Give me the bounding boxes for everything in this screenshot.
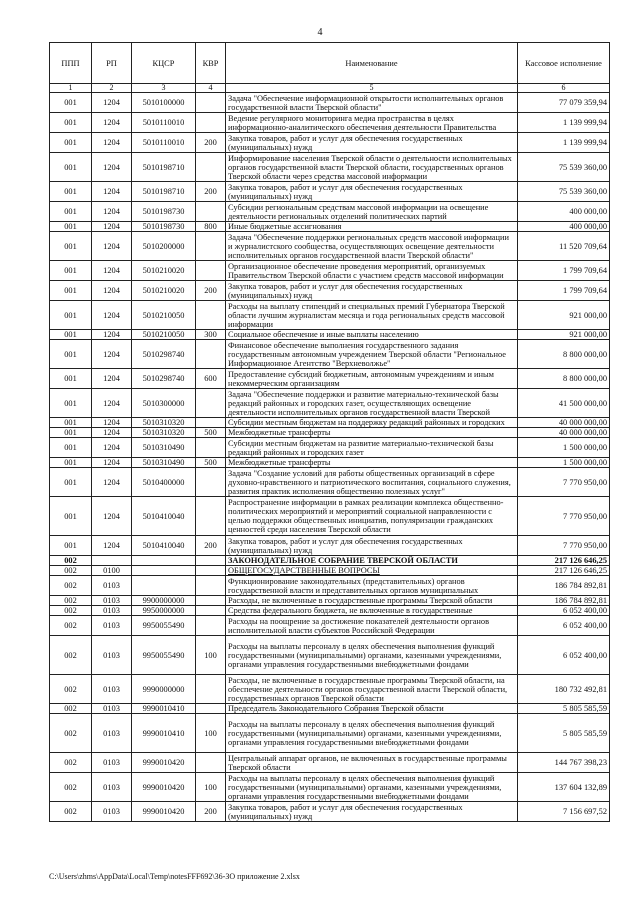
ppp-cell: 001 [50, 389, 92, 418]
name-cell: Расходы, не включенные в государственные программы Тверской области, на обеспечение деятельности органов государственной власти Тверской области, государственных органов Тверской области [226, 675, 518, 704]
kcsr-cell: 5010200000 [132, 232, 196, 261]
execution-cell: 41 500 000,00 [518, 389, 610, 418]
rp-cell: 1204 [92, 468, 132, 497]
ppp-cell: 001 [50, 182, 92, 202]
table-row [50, 773, 610, 802]
ppp-cell: 002 [50, 714, 92, 753]
execution-cell: 186 784 892,81 [518, 596, 610, 606]
kcsr-cell: 5010100000 [132, 93, 196, 113]
name-cell: ОБЩЕГОСУДАРСТВЕННЫЕ ВОПРОСЫ [226, 566, 518, 576]
name-cell: Информирование населения Тверской области о деятельности исполнительных органов государственной власти Тверской области, государственных органов Тверской области через средства массовой информации [226, 153, 518, 182]
index-cell: 2 [92, 84, 132, 93]
kcsr-cell: 5010300000 [132, 389, 196, 418]
ppp-cell: 002 [50, 704, 92, 714]
header-row [50, 43, 610, 84]
ppp-cell: 001 [50, 330, 92, 340]
kvr-cell [196, 753, 226, 773]
ppp-cell: 002 [50, 616, 92, 636]
execution-cell: 144 767 398,23 [518, 753, 610, 773]
name-cell: Центральный аппарат органов, не включенных в государственные программы Тверской области [226, 753, 518, 773]
kcsr-cell [132, 576, 196, 596]
kvr-cell [196, 606, 226, 616]
rp-cell: 1204 [92, 93, 132, 113]
name-cell: Расходы на выплату стипендий и специальных премий Губернатора Тверской области лучшим журналистам месяца и года региональных средств массовой информации [226, 301, 518, 330]
rp-cell: 1204 [92, 536, 132, 556]
kvr-cell [196, 389, 226, 418]
rp-cell: 1204 [92, 497, 132, 536]
rp-cell: 1204 [92, 330, 132, 340]
kcsr-cell: 5010210020 [132, 281, 196, 301]
rp-cell: 1204 [92, 458, 132, 468]
rp-cell: 0103 [92, 675, 132, 704]
kcsr-cell [132, 566, 196, 576]
kvr-cell: 200 [196, 133, 226, 153]
execution-cell: 6 052 400,00 [518, 606, 610, 616]
ppp-cell: 001 [50, 497, 92, 536]
kcsr-cell: 9990010410 [132, 714, 196, 753]
name-cell: Межбюджетные трансферты [226, 458, 518, 468]
kvr-cell [196, 704, 226, 714]
kcsr-cell: 5010210050 [132, 301, 196, 330]
table-row [50, 330, 610, 340]
ppp-cell: 002 [50, 773, 92, 802]
kvr-cell [196, 576, 226, 596]
execution-cell: 6 052 400,00 [518, 616, 610, 636]
execution-cell: 75 539 360,00 [518, 153, 610, 182]
rp-cell: 0103 [92, 704, 132, 714]
page-number: 4 [317, 27, 323, 38]
name-cell: Расходы на выплаты персоналу в целях обеспечения выполнения функций государственными (муниципальными) органами, казенными учреждениями, органами управления государственными внебюджетными фондами [226, 714, 518, 753]
name-cell: Закупка товаров, работ и услуг для обеспечения государственных (муниципальных) нужд [226, 802, 518, 822]
rp-cell: 0103 [92, 606, 132, 616]
kcsr-cell: 5010210020 [132, 261, 196, 281]
rp-cell: 1204 [92, 261, 132, 281]
table-body [50, 93, 610, 822]
kvr-cell [196, 301, 226, 330]
rp-cell: 0103 [92, 576, 132, 596]
header-ppp: ППП [50, 43, 92, 84]
ppp-cell: 002 [50, 675, 92, 704]
name-cell: Закупка товаров, работ и услуг для обеспечения государственных (муниципальных) нужд [226, 133, 518, 153]
ppp-cell: 001 [50, 468, 92, 497]
kvr-cell [196, 153, 226, 182]
table-row [50, 281, 610, 301]
ppp-cell: 001 [50, 458, 92, 468]
execution-cell: 5 805 585,59 [518, 714, 610, 753]
kvr-cell [196, 93, 226, 113]
kcsr-cell: 9950055490 [132, 636, 196, 675]
ppp-cell: 002 [50, 556, 92, 566]
index-cell: 1 [50, 84, 92, 93]
kcsr-cell: 9950055490 [132, 616, 196, 636]
execution-cell: 6 052 400,00 [518, 636, 610, 675]
file-path-footer: C:\Users\zhms\AppData\Local\Temp\notesFFF692\36-ЗО приложение 2.xlsx [49, 872, 300, 881]
rp-cell: 0103 [92, 636, 132, 675]
table-row [50, 802, 610, 822]
ppp-cell: 002 [50, 576, 92, 596]
table-row [50, 497, 610, 536]
execution-cell: 1 500 000,00 [518, 458, 610, 468]
name-cell: Расходы на выплаты персоналу в целях обеспечения выполнения функций государственными (муниципальными) органами, казенными учреждениями, органами управления государственными внебюджетными фондами [226, 773, 518, 802]
kvr-cell [196, 596, 226, 606]
table-row [50, 428, 610, 438]
table-row [50, 606, 610, 616]
name-cell: Субсидии местным бюджетам на поддержку редакций районных и городских [226, 418, 518, 428]
ppp-cell: 001 [50, 369, 92, 389]
name-cell: ЗАКОНОДАТЕЛЬНОЕ СОБРАНИЕ ТВЕРСКОЙ ОБЛАСТИ [226, 556, 518, 566]
execution-cell: 7 156 697,52 [518, 802, 610, 822]
table-row [50, 182, 610, 202]
index-cell: 6 [518, 84, 610, 93]
execution-cell: 186 784 892,81 [518, 576, 610, 596]
ppp-cell: 002 [50, 802, 92, 822]
table-row [50, 261, 610, 281]
kvr-cell [196, 616, 226, 636]
rp-cell: 0103 [92, 773, 132, 802]
table-row [50, 616, 610, 636]
kcsr-cell: 5010198710 [132, 153, 196, 182]
kcsr-cell: 9990010420 [132, 773, 196, 802]
table-row [50, 369, 610, 389]
rp-cell: 1204 [92, 281, 132, 301]
table-row [50, 438, 610, 458]
kcsr-cell: 5010198730 [132, 222, 196, 232]
rp-cell: 1204 [92, 113, 132, 133]
kcsr-cell: 9990000000 [132, 675, 196, 704]
execution-cell: 921 000,00 [518, 330, 610, 340]
ppp-cell: 001 [50, 340, 92, 369]
kcsr-cell: 5010110010 [132, 113, 196, 133]
execution-cell: 400 000,00 [518, 202, 610, 222]
header-kvr: КВР [196, 43, 226, 84]
name-cell: Ведение регулярного мониторинга медиа пространства в целях информационно-аналитического обеспечения деятельности Правительства [226, 113, 518, 133]
name-cell: Иные бюджетные ассигнования [226, 222, 518, 232]
table-row [50, 202, 610, 222]
name-cell: Распространение информации в рамках реализации комплекса общественно-политических мероприятий и мероприятий социальной направленности с целью поддержки общественных инициатив, популяризации гражданских ценностей среди населения Тверской области [226, 497, 518, 536]
kvr-cell [196, 438, 226, 458]
execution-cell: 1 139 999,94 [518, 133, 610, 153]
header-kcsr: КЦСР [132, 43, 196, 84]
name-cell: Задача "Обеспечение поддержки и развитие материально-технической базы редакций районных и городских газет, осуществляющих освещение деятельности исполнительных органов государственной власти Тверской [226, 389, 518, 418]
index-cell: 5 [226, 84, 518, 93]
ppp-cell: 001 [50, 261, 92, 281]
table-row [50, 418, 610, 428]
name-cell: Финансовое обеспечение выполнения государственного задания государственным автономным учреждением Тверской области "Региональное Информационное Агентство "Верхневолжье" [226, 340, 518, 369]
kvr-cell: 100 [196, 714, 226, 753]
ppp-cell: 001 [50, 536, 92, 556]
rp-cell: 1204 [92, 202, 132, 222]
rp-cell: 1204 [92, 232, 132, 261]
name-cell: Расходы на выплаты персоналу в целях обеспечения выполнения функций государственными (муниципальными) органами, казенными учреждениями, органами управления государственными внебюджетными фондами [226, 636, 518, 675]
column-index-row [50, 84, 610, 93]
table-row [50, 153, 610, 182]
rp-cell: 0103 [92, 753, 132, 773]
kvr-cell [196, 468, 226, 497]
rp-cell: 0103 [92, 616, 132, 636]
rp-cell: 1204 [92, 438, 132, 458]
name-cell: Закупка товаров, работ и услуг для обеспечения государственных (муниципальных) нужд [226, 536, 518, 556]
execution-cell: 1 500 000,00 [518, 438, 610, 458]
rp-cell [92, 556, 132, 566]
name-cell: Закупка товаров, работ и услуг для обеспечения государственных (муниципальных) нужд [226, 182, 518, 202]
ppp-cell: 001 [50, 418, 92, 428]
execution-cell: 180 732 492,81 [518, 675, 610, 704]
ppp-cell: 001 [50, 428, 92, 438]
ppp-cell: 001 [50, 113, 92, 133]
ppp-cell: 001 [50, 232, 92, 261]
execution-cell: 1 799 709,64 [518, 261, 610, 281]
execution-cell: 217 126 646,25 [518, 566, 610, 576]
kcsr-cell: 5010310490 [132, 458, 196, 468]
execution-cell: 77 079 359,94 [518, 93, 610, 113]
name-cell: Задача "Обеспечение информационной открытости исполнительных органов государственной власти Тверской области" [226, 93, 518, 113]
kvr-cell [196, 202, 226, 222]
execution-cell: 1 799 709,64 [518, 281, 610, 301]
rp-cell: 0103 [92, 802, 132, 822]
kcsr-cell: 5010298740 [132, 369, 196, 389]
kcsr-cell: 5010198710 [132, 182, 196, 202]
execution-cell: 8 800 000,00 [518, 340, 610, 369]
execution-cell: 5 805 585,59 [518, 704, 610, 714]
name-cell: Задача "Создание условий для работы общественных организаций в сфере духовно-нравственного и патриотического воспитания, социального служения, развития практик исполнения общественно полезных услуг" [226, 468, 518, 497]
table-row [50, 389, 610, 418]
kvr-cell [196, 340, 226, 369]
table-row [50, 596, 610, 606]
table-row [50, 576, 610, 596]
ppp-cell: 001 [50, 133, 92, 153]
kvr-cell: 200 [196, 802, 226, 822]
execution-cell: 40 000 000,00 [518, 418, 610, 428]
table-row [50, 222, 610, 232]
kvr-cell [196, 261, 226, 281]
kcsr-cell: 5010198730 [132, 202, 196, 222]
kvr-cell: 600 [196, 369, 226, 389]
table-row [50, 536, 610, 556]
execution-cell: 7 770 950,00 [518, 468, 610, 497]
table-row [50, 301, 610, 330]
ppp-cell: 002 [50, 596, 92, 606]
table-row [50, 458, 610, 468]
ppp-cell: 001 [50, 222, 92, 232]
kvr-cell: 200 [196, 536, 226, 556]
kvr-cell [196, 418, 226, 428]
rp-cell: 0103 [92, 714, 132, 753]
rp-cell: 0100 [92, 566, 132, 576]
kvr-cell: 500 [196, 458, 226, 468]
name-cell: Субсидии местным бюджетам на развитие материально-технической базы редакций районных и городских газет [226, 438, 518, 458]
table-row [50, 753, 610, 773]
kvr-cell: 800 [196, 222, 226, 232]
kcsr-cell [132, 556, 196, 566]
kvr-cell [196, 566, 226, 576]
rp-cell: 1204 [92, 153, 132, 182]
ppp-cell: 001 [50, 281, 92, 301]
kcsr-cell: 5010310320 [132, 418, 196, 428]
kcsr-cell: 9950000000 [132, 606, 196, 616]
rp-cell: 1204 [92, 389, 132, 418]
ppp-cell: 002 [50, 636, 92, 675]
execution-cell: 217 126 646,25 [518, 556, 610, 566]
ppp-cell: 001 [50, 202, 92, 222]
rp-cell: 1204 [92, 133, 132, 153]
rp-cell: 1204 [92, 418, 132, 428]
rp-cell: 1204 [92, 428, 132, 438]
kcsr-cell: 5010298740 [132, 340, 196, 369]
kcsr-cell: 5010310320 [132, 428, 196, 438]
name-cell: Расходы, не включенные в государственные программы Тверской области [226, 596, 518, 606]
name-cell: Расходы на поощрение за достижение показателей деятельности органов исполнительной власти субъектов Российской Федерации [226, 616, 518, 636]
index-cell: 4 [196, 84, 226, 93]
header-name: Наименование [226, 43, 518, 84]
kcsr-cell: 5010210050 [132, 330, 196, 340]
table-row [50, 556, 610, 566]
name-cell: Организационное обеспечение проведения мероприятий, организуемых Правительством Тверской области с участием средств массовой информации [226, 261, 518, 281]
name-cell: Предоставление субсидий бюджетным, автономным учреждениям и иным некоммерческим организациям [226, 369, 518, 389]
kvr-cell: 500 [196, 428, 226, 438]
kvr-cell [196, 556, 226, 566]
rp-cell: 0103 [92, 596, 132, 606]
kvr-cell: 100 [196, 773, 226, 802]
kvr-cell: 300 [196, 330, 226, 340]
rp-cell: 1204 [92, 369, 132, 389]
name-cell: Социальное обеспечение и иные выплаты населению [226, 330, 518, 340]
table-row [50, 704, 610, 714]
kvr-cell [196, 232, 226, 261]
table-row [50, 468, 610, 497]
name-cell: Межбюджетные трансферты [226, 428, 518, 438]
name-cell: Задача "Обеспечение поддержки региональных средств массовой информации и журналистского сообщества, осуществляющих освещение деятельности исполнительных органов государственной власти Тверской области" [226, 232, 518, 261]
table-row [50, 133, 610, 153]
table-row [50, 675, 610, 704]
kcsr-cell: 9990010420 [132, 802, 196, 822]
execution-cell: 8 800 000,00 [518, 369, 610, 389]
name-cell: Закупка товаров, работ и услуг для обеспечения государственных (муниципальных) нужд [226, 281, 518, 301]
ppp-cell: 001 [50, 93, 92, 113]
execution-cell: 7 770 950,00 [518, 497, 610, 536]
name-cell: Субсидии региональным средствам массовой информации на освещение деятельности региональных отделений политических партий [226, 202, 518, 222]
table-row [50, 113, 610, 133]
execution-cell: 11 520 709,64 [518, 232, 610, 261]
kcsr-cell: 9900000000 [132, 596, 196, 606]
index-cell: 3 [132, 84, 196, 93]
ppp-cell: 001 [50, 153, 92, 182]
execution-cell: 137 604 132,89 [518, 773, 610, 802]
execution-cell: 40 000 000,00 [518, 428, 610, 438]
header-execution: Кассовое исполнение [518, 43, 610, 84]
kvr-cell: 200 [196, 182, 226, 202]
ppp-cell: 002 [50, 753, 92, 773]
execution-cell: 7 770 950,00 [518, 536, 610, 556]
rp-cell: 1204 [92, 222, 132, 232]
kcsr-cell: 5010400000 [132, 468, 196, 497]
header-rp: РП [92, 43, 132, 84]
kcsr-cell: 5010110010 [132, 133, 196, 153]
budget-execution-table [49, 42, 610, 822]
rp-cell: 1204 [92, 182, 132, 202]
execution-cell: 1 139 999,94 [518, 113, 610, 133]
kcsr-cell: 5010410040 [132, 497, 196, 536]
kcsr-cell: 5010410040 [132, 536, 196, 556]
kvr-cell [196, 497, 226, 536]
table-row [50, 566, 610, 576]
kvr-cell: 100 [196, 636, 226, 675]
ppp-cell: 002 [50, 566, 92, 576]
kvr-cell [196, 113, 226, 133]
execution-cell: 400 000,00 [518, 222, 610, 232]
execution-cell: 75 539 360,00 [518, 182, 610, 202]
name-cell: Председатель Законодательного Собрания Тверской области [226, 704, 518, 714]
rp-cell: 1204 [92, 340, 132, 369]
kcsr-cell: 9990010410 [132, 704, 196, 714]
table-row [50, 232, 610, 261]
table-row [50, 636, 610, 675]
ppp-cell: 002 [50, 606, 92, 616]
kvr-cell [196, 675, 226, 704]
rp-cell: 1204 [92, 301, 132, 330]
execution-cell: 921 000,00 [518, 301, 610, 330]
ppp-cell: 001 [50, 301, 92, 330]
kvr-cell: 200 [196, 281, 226, 301]
table-row [50, 714, 610, 753]
ppp-cell: 001 [50, 438, 92, 458]
name-cell: Функционирование законодательных (представительных) органов государственной власти и представительных органов муниципальных [226, 576, 518, 596]
kcsr-cell: 9990010420 [132, 753, 196, 773]
kcsr-cell: 5010310490 [132, 438, 196, 458]
table-row [50, 93, 610, 113]
table-row [50, 340, 610, 369]
name-cell: Средства федерального бюджета, не включенные в государственные [226, 606, 518, 616]
